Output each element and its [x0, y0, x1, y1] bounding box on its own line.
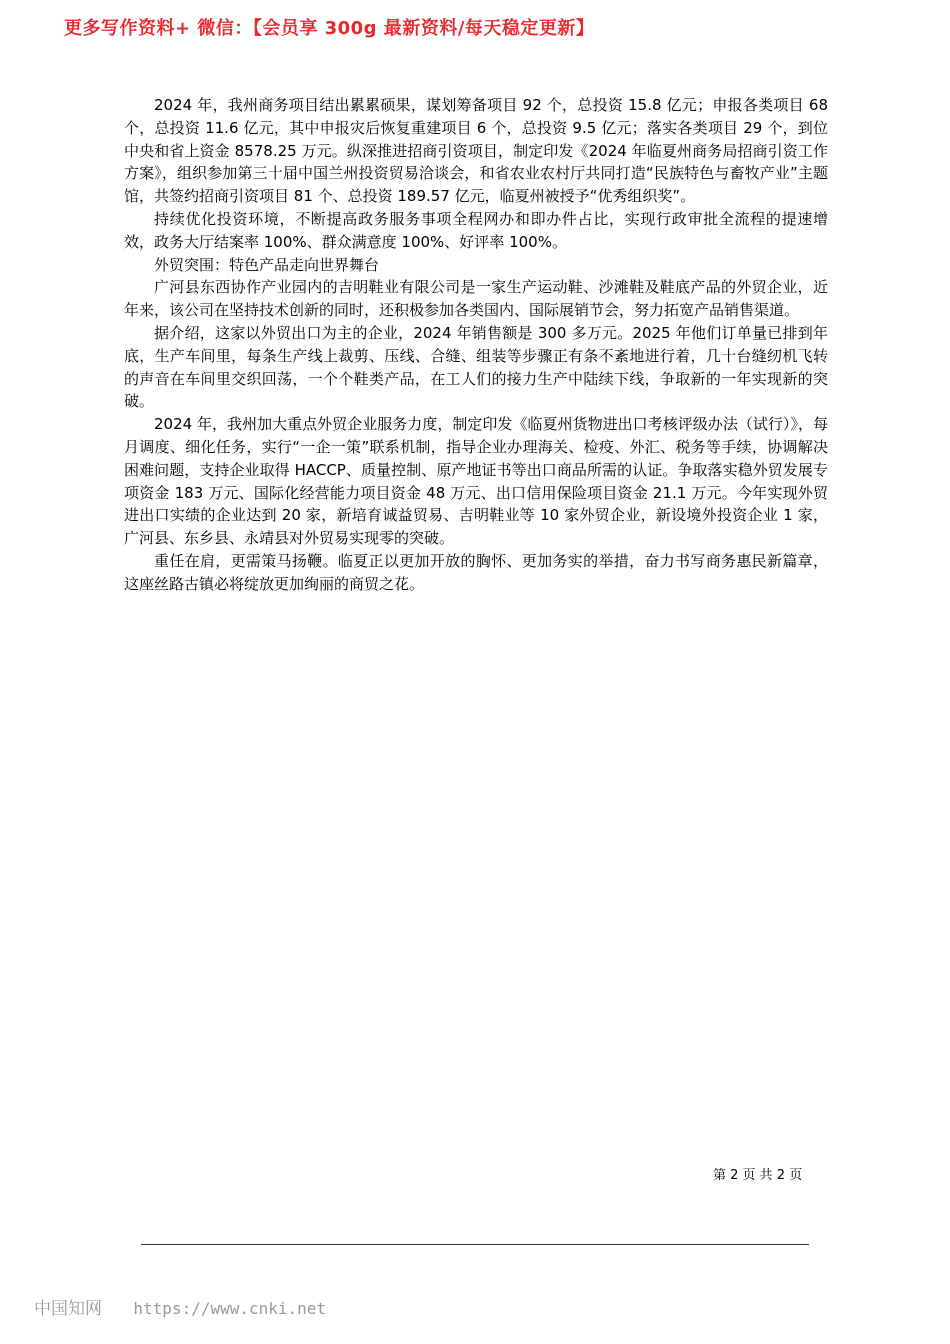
section-heading: 外贸突围：特色产品走向世界舞台: [154, 255, 380, 274]
footer-divider: [141, 1244, 809, 1245]
footer-url-link[interactable]: https://www.cnki.net: [133, 1299, 327, 1318]
article-body: [124, 94, 828, 596]
footer-brand: 中国知网: [34, 1299, 102, 1319]
paragraph: 2024 年，我州加大重点外贸企业服务力度，制定印发《临夏州货物进出口考核评级办法（试行）》，每月调度、细化任务，实行“一企一策”联系机制，指导企业办理海关、检疫、外汇、税务等手续，协调解决困难问题，支持企业取得 HACCP、质量控制、原产地证书等出口商品所需的认证。争取落实稳外贸发展专项资金 183 万元、国际化经营能力项目资金 48 万元、出口信用保险项目资金 21.1 万元。今年实现外贸进出口实绩的企业达到 20 家，新培育诚益贸易、吉明鞋业等 10 家外贸企业，新设境外投资企业 1 家，广河县、东乡县、永靖县对外贸易实现零的突破。: [124, 415, 828, 548]
paragraph: 重任在肩，更需策马扬鞭。临夏正以更加开放的胸怀、更加务实的举措，奋力书写商务惠民新篇章，这座丝路古镇必将绽放更加绚丽的商贸之花。: [124, 551, 828, 593]
page-number: 第 2 页 共 2 页: [713, 1168, 803, 1183]
promo-banner: 更多写作资料+ 微信：【会员享 300g 最新资料/每天稳定更新】: [64, 18, 595, 39]
paragraph: 2024 年，我州商务项目结出累累硕果，谋划筹备项目 92 个，总投资 15.8 亿元；申报各类项目 68 个，总投资 11.6 亿元，其中申报灾后恢复重建项目 6 个，总投资 9.5 亿元；落实各类项目 29 个，到位中央和省上资金 8578.25 万元。纵深推进招商引资项目，制定印发《2024 年临夏州商务局招商引资工作方案》，组织参加第三十届中国兰州投资贸易洽谈会，和省农业农村厅共同打造“民族特色与畜牧产业”主题馆，共签约招商引资项目 81 个、总投资 189.57 亿元，临夏州被授予“优秀组织奖”。: [124, 96, 828, 206]
footer: [34, 1294, 326, 1319]
paragraph: 持续优化投资环境，不断提高政务服务事项全程网办和即办件占比，实现行政审批全流程的提速增效，政务大厅结案率 100%、群众满意度 100%、好评率 100%。: [124, 209, 828, 251]
paragraph: 据介绍，这家以外贸出口为主的企业，2024 年销售额是 300 多万元。2025 年他们订单量已排到年底，生产车间里，每条生产线上裁剪、压线、合缝、组装等步骤正有条不紊地进行着，几十台缝纫机飞转的声音在车间里交织回荡，一个个鞋类产品，在工人们的接力生产中陆续下线，争取新的一年实现新的突破。: [124, 323, 828, 411]
paragraph: 广河县东西协作产业园内的吉明鞋业有限公司是一家生产运动鞋、沙滩鞋及鞋底产品的外贸企业，近年来，该公司在坚持技术创新的同时，还积极参加各类国内、国际展销节会，努力拓宽产品销售渠道。: [124, 278, 828, 320]
